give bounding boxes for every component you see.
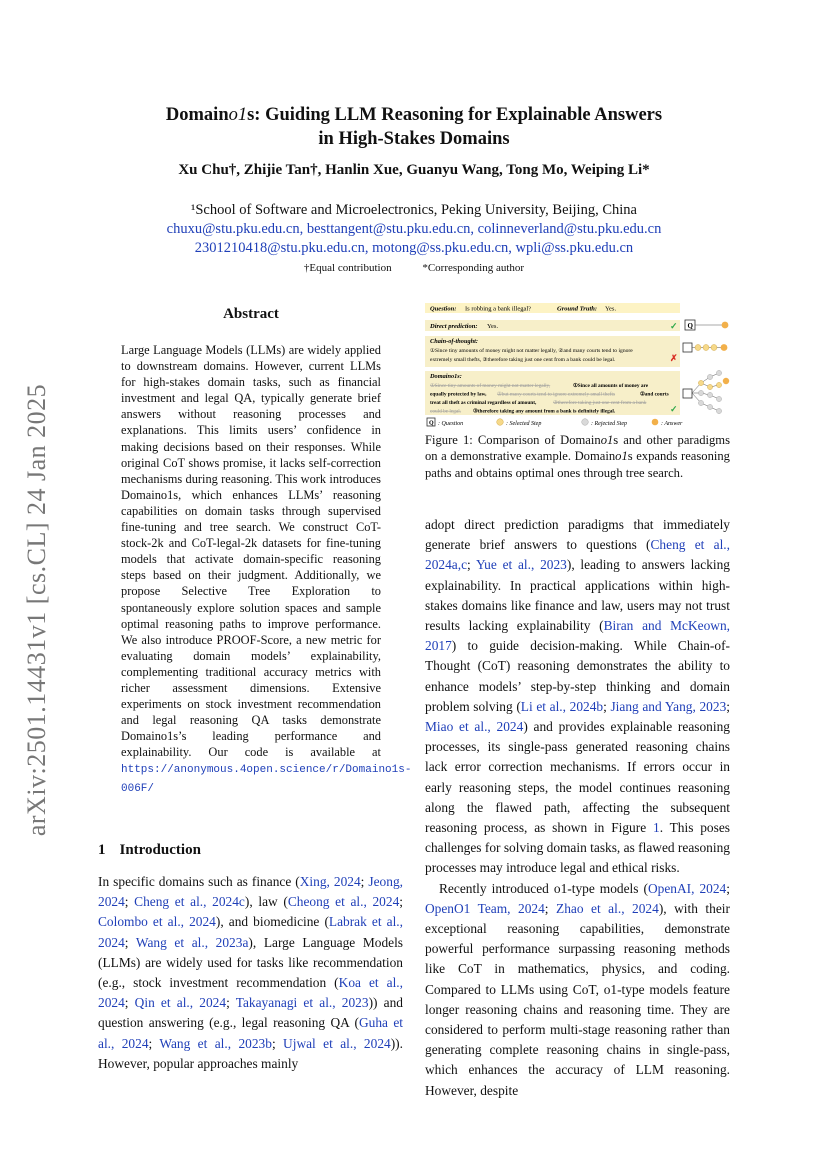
body-text: ; [726, 698, 730, 714]
code-link[interactable]: https://anonymous.4open.science/r/Domaino1s-006F/ [121, 764, 412, 795]
domaino1s-selected-step: equally protected by law, [430, 391, 487, 398]
citation-link[interactable]: Jeong, 2024 [98, 874, 403, 910]
body-text: adopt direct prediction paradigms that immediately generate brief answers to questions ( [425, 517, 730, 553]
body-text: ; [467, 557, 476, 573]
section-number: 1 [98, 842, 106, 858]
body-text: ), and biomedicine ( [215, 914, 329, 930]
citation-link[interactable]: OpenAI, 2024 [647, 880, 727, 896]
figure-1 [425, 303, 730, 427]
question-node-icon [683, 389, 692, 398]
check-icon: ✓ [670, 404, 678, 414]
question-text: Is robbing a bank illegal? [465, 305, 532, 313]
selected-step-node [698, 380, 703, 385]
email-line-1[interactable]: chuxu@stu.pku.edu.cn, besttangent@stu.pku.edu.cn, colinneverland@stu.pku.edu.cn [166, 221, 662, 237]
body-text: . This poses challenges for solving domain tasks, as flawed reasoning processes may introduce legal and ethical risks. [425, 820, 730, 876]
ground-truth-label: Ground Truth: [557, 305, 598, 313]
abstract-body [121, 342, 412, 797]
citation-link[interactable]: Xing, 2024 [299, 874, 361, 889]
citation-link[interactable]: Wang et al., 2023b [159, 1035, 272, 1051]
legend-answer-text: : Answer [661, 421, 683, 427]
domaino1s-selected-step: treat all theft as criminal regardless of amount, [430, 400, 537, 406]
equal-contribution-note: †Equal contribution [303, 262, 392, 274]
body-text: In specific domains such as finance ( [98, 874, 300, 889]
body-text: ; [124, 995, 135, 1011]
author-list: Xu Chu†, Zhijie Tan†, Hanlin Xue, Guanyu Wang, Tong Mo, Weiping Li* [178, 162, 650, 178]
citation-link[interactable]: Li et al., 2024b [520, 698, 604, 714]
body-text: ) to guide decision-making. While Chain-of-Thought (CoT) reasoning demonstrates the ability to enhance models’ step-by-step thinking and domain problem solving ( [425, 638, 730, 714]
body-text: Recently introduced o1-type models ( [439, 880, 648, 896]
rejected-step-node [707, 392, 712, 397]
cot-line-2: extremely small thefts, ③therefore taking just one cent from a bank could be legal. [430, 357, 616, 363]
answer-node-icon [722, 322, 729, 329]
rejected-step-node [716, 408, 721, 413]
body-text: )) and question answering (e.g., legal reasoning QA ( [98, 995, 403, 1031]
body-text: ) and provides explainable reasoning processes, its single-pass generated reasoning chains lack error correction mechanisms. If errors occur in early reasoning steps, the model continues reasoning along the flawed path, affecting the subsequent reasoning process, as shown in Figure [425, 719, 730, 836]
citation-link[interactable]: Colombo et al., 2024 [98, 914, 216, 930]
legend-rejected-text: : Rejected Step [591, 421, 627, 427]
rejected-step-node [716, 396, 721, 401]
question-label: Question: [430, 305, 457, 313]
domaino1s-rejected-step: ②but many courts tend to ignore extremely small thefts [497, 391, 616, 398]
corresponding-author-note: *Corresponding author [422, 262, 525, 274]
citation-link[interactable]: Labrak et al., 2024 [98, 914, 403, 950]
title-part: Domain [165, 105, 229, 125]
domaino1s-rejected-step: ①Since tiny amounts of money might not matter legally, [430, 383, 551, 389]
citation-link[interactable]: Koa et al., 2024 [98, 975, 404, 1011]
selected-step-node [711, 345, 717, 351]
body-text: ), law ( [244, 894, 288, 910]
selected-step-node [695, 345, 701, 351]
body-text: ; [148, 1035, 160, 1051]
arxiv-identifier-text: arXiv:2501.14431v1 [cs.CL] 24 Jan 2025 [22, 383, 51, 837]
direct-prediction-label: Direct prediction: [430, 323, 478, 330]
rejected-step-node [707, 404, 712, 409]
rejected-step-node [698, 400, 703, 405]
body-text: ; [226, 995, 236, 1011]
legend-selected-icon [497, 419, 504, 426]
selected-step-node [716, 382, 721, 387]
intro-paragraph-right-2 [425, 879, 730, 1101]
intro-paragraph-left [98, 872, 403, 1074]
citation-link[interactable]: Cheong et al., 2024 [287, 894, 400, 910]
title-italic: o1 [228, 105, 248, 125]
body-text: ; [726, 880, 730, 896]
domaino1s-selected-step: ②and courts [640, 391, 669, 398]
author-notes [110, 262, 718, 274]
italic-text: o1 [600, 433, 614, 447]
citation-link[interactable]: Takayanagi et al., 2023 [235, 995, 369, 1011]
body-text: ), with their exceptional reasoning capabilities, demonstrate powerful performance surpassing reasoning methods like CoT in mathematics, physics, and coding. Compared to LLMs using CoT, o1-type models feature longer reasoning chains and reasoning time. They are considered to perform multi-stage reasoning rather than generating complete reasoning chains in single-pass, which enhances the accuracy of LLM reasoning. However, despite [425, 900, 730, 1098]
intro-right-column [425, 515, 730, 1101]
question-bar [425, 303, 680, 313]
legend-answer-icon [652, 419, 659, 426]
body-text: s expands reasoning paths and obtains optimal ones through tree search. [425, 449, 730, 480]
check-icon: ✓ [670, 321, 678, 331]
answer-node-icon [723, 378, 729, 384]
domaino1s-rejected-step: ③therefore taking just one cent from a bank [553, 400, 647, 406]
section-heading-introduction [98, 842, 201, 859]
direct-prediction-text: Yes. [487, 323, 499, 330]
cot-label: Chain-of-thought: [430, 338, 478, 345]
body-text: ; [360, 874, 369, 889]
cross-icon: ✗ [670, 353, 678, 363]
domaino1s-label: Domaino1s: [430, 373, 462, 380]
body-text: ; [124, 934, 136, 950]
rejected-step-node [707, 374, 712, 379]
body-text: )). However, popular approaches mainly [98, 1035, 403, 1071]
affiliation-block [100, 201, 728, 258]
paper-title [110, 103, 718, 151]
body-text: ), Large Language Models (LLMs) are widely used for tasks like recommendation (e.g., stock investment recommendation ( [98, 934, 404, 991]
body-text: s and other paradigms on a demonstrative example. Domain [425, 433, 730, 464]
question-node-letter: Q [687, 321, 693, 330]
legend-selected-text: : Selected Step [506, 421, 542, 427]
body-text: Figure 1: Comparison of Domain [425, 433, 601, 447]
rejected-step-node [716, 370, 721, 375]
section-title: Introduction [119, 842, 201, 858]
body-text: ; [603, 698, 611, 714]
selected-step-node [703, 345, 709, 351]
citation-link[interactable]: Qin et al., 2024 [134, 995, 227, 1011]
citation-link[interactable]: Biran and McKeown, 2017 [425, 618, 730, 654]
citation-link[interactable]: Wang et al., 2023a [135, 934, 249, 950]
figure-caption [425, 432, 730, 481]
body-text: ; [271, 1035, 284, 1051]
citation-link[interactable]: Ujwal et al., 2024 [283, 1035, 391, 1051]
citation-link[interactable]: Guha et al., 2024 [98, 1015, 403, 1051]
cot-line-1: ①Since tiny amounts of money might not matter legally, ②and many courts tend to ignore [430, 348, 633, 354]
citation-link[interactable]: Miao et al., 2024 [425, 719, 524, 735]
body-text: ; [124, 894, 135, 910]
citation-link[interactable]: Cheng et al., 2024a,c [425, 537, 730, 573]
answer-node-icon [721, 344, 728, 351]
citation-link[interactable]: 1 [652, 820, 660, 836]
domaino1s-selected-step: ①Since all amounts of money are [573, 383, 649, 389]
citation-link[interactable]: Zhao et al., 2024 [556, 900, 659, 916]
citation-link[interactable]: Jiang and Yang, 2023 [610, 698, 727, 714]
question-node-icon [683, 343, 692, 352]
body-text: ; [544, 900, 557, 916]
ground-truth-text: Yes. [605, 305, 617, 313]
body-text: ; [399, 894, 403, 910]
abstract-heading: Abstract [223, 306, 279, 322]
affiliation: ¹School of Software and Microelectronics, Peking University, Beijing, China [191, 202, 637, 218]
domaino1s-rejected-step: could be legal. [430, 408, 462, 415]
search-tree-edges [692, 373, 719, 411]
title-part: s: Guiding LLM Reasoning for Explainable Answers [247, 105, 663, 125]
legend-question-letter: Q [429, 420, 434, 427]
citation-link[interactable]: OpenO1 Team, 2024 [425, 900, 545, 916]
legend-rejected-icon [582, 419, 589, 426]
citation-link[interactable]: Yue et al., 2023 [476, 557, 567, 573]
selected-step-node [707, 384, 712, 389]
arxiv-identifier [22, 370, 52, 850]
domaino1s-selected-step: ③therefore taking any amount from a bank is definitely illegal. [473, 408, 616, 415]
body-text: ), leading to answers lacking explainability. In practical applications within high-stakes domains like finance and law, users may not trust results lacking explainability ( [425, 557, 731, 634]
title-line-2: in High-Stakes Domains [318, 129, 510, 149]
abstract-text: Large Language Models (LLMs) are widely applied to downstream domains. However, current LLMs for high-stakes domain tasks, such as financial investment and legal QA, typically generate brief answers without reasoning processes and explanations. This limits users’ confidence in making decisions based on their responses. While original CoT shows promise, it lacks self-correction mechanisms during reasoning. This work introduces Domaino1s, which enhances LLMs’ reasoning capabilities on domain tasks through supervised fine-tuning and tree search. We construct CoT-stock-2k and CoT-legal-2k datasets for fine-tuning models that activate domain-specific reasoning steps based on their judgment. Additionally, we propose Selective Tree Exploration to spontaneously explore solution spaces and sample optimal reasoning paths to improve performance. We also introduce PROOF-Score, a new metric for evaluating domain models’ explainability, complementing traditional accuracy metrics with richer assessment dimensions. Extensive experiments on stock investment recommendation and legal reasoning QA tasks demonstrate Domaino1s’s leading performance and explainability. Our code is available at [121, 343, 381, 760]
email-line-2[interactable]: 2301210418@stu.pku.edu.cn, motong@ss.pku.edu.cn, wpli@ss.pku.edu.cn [194, 240, 634, 256]
intro-paragraph-right-1 [425, 515, 730, 879]
figure-legend [427, 418, 683, 427]
citation-link[interactable]: Cheng et al., 2024c [134, 894, 245, 910]
legend-question-text: : Question [438, 421, 464, 427]
italic-text: o1 [615, 449, 628, 464]
rejected-step-node [698, 390, 703, 395]
